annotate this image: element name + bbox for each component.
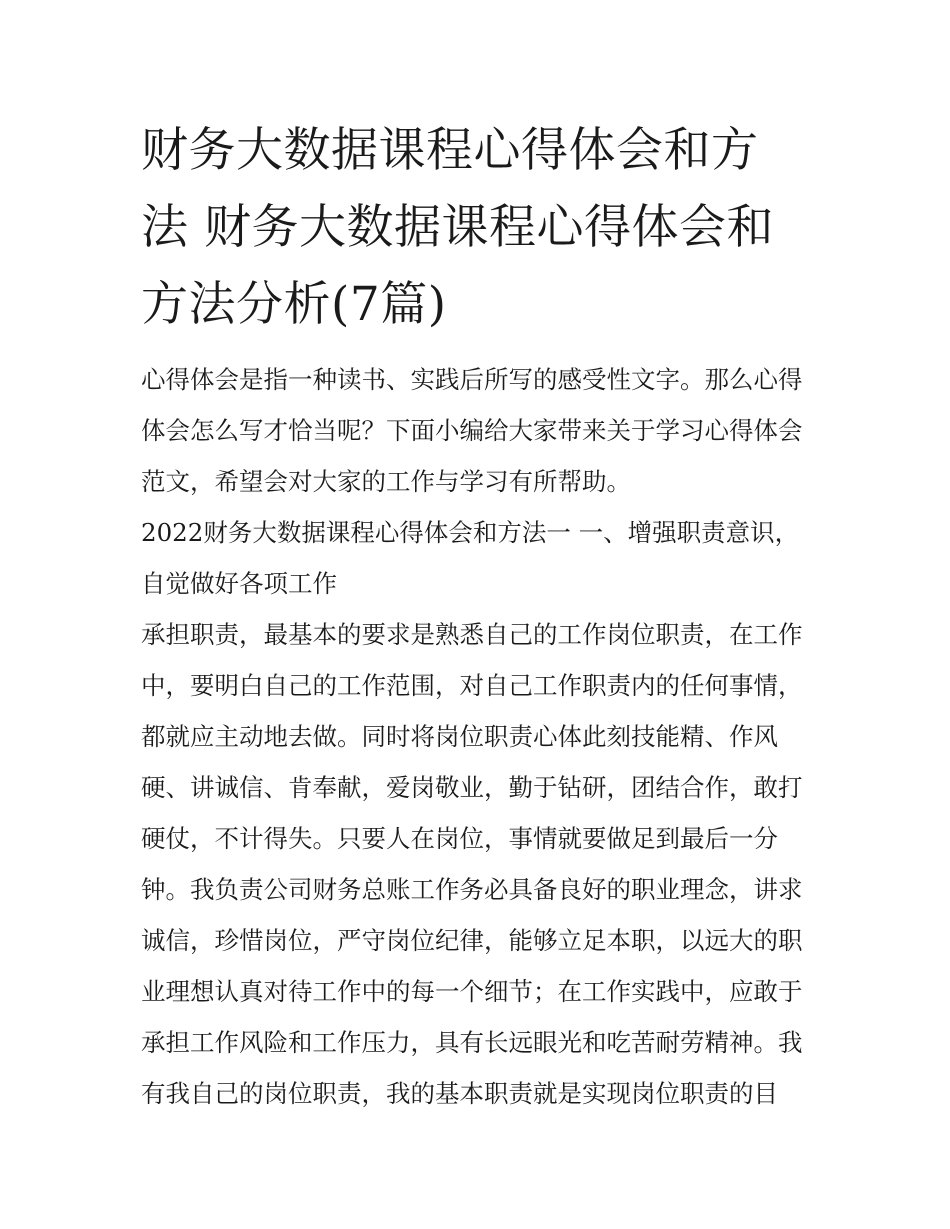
text-line: 承担职责，最基本的要求是熟悉自己的工作岗位职责，在工作 xyxy=(141,620,803,649)
title-line: 法 财务大数据课程心得体会和 xyxy=(141,200,774,255)
section-heading xyxy=(141,507,821,609)
text-line: 承担工作风险和工作压力，具有长远眼光和吃苦耐劳精神。我 xyxy=(141,1028,803,1057)
text-line: 体会怎么写才恰当呢？下面小编给大家带来关于学习心得体会 xyxy=(141,416,803,445)
text-line: 自觉做好各项工作 xyxy=(141,569,337,598)
text-line: 都就应主动地去做。同时将岗位职责心体此刻技能精、作风 xyxy=(141,722,778,751)
document-title xyxy=(141,112,821,343)
text-line: 有我自己的岗位职责，我的基本职责就是实现岗位职责的目 xyxy=(141,1079,778,1108)
intro-paragraph xyxy=(141,354,821,507)
text-line: 硬仗，不计得失。只要人在岗位，事情就要做足到最后一分 xyxy=(141,824,778,853)
text-line: 范文，希望会对大家的工作与学习有所帮助。 xyxy=(141,467,631,496)
text-line: 钟。我负责公司财务总账工作务必具备良好的职业理念，讲求 xyxy=(141,875,803,904)
text-line: 业理想认真对待工作中的每一个细节；在工作实践中，应敢于 xyxy=(141,977,803,1006)
text-line: 诚信，珍惜岗位，严守岗位纪律，能够立足本职，以远大的职 xyxy=(141,926,803,955)
title-line: 方法分析(7篇) xyxy=(141,277,447,332)
title-line: 财务大数据课程心得体会和方 xyxy=(141,123,759,178)
text-line: 中，要明白自己的工作范围，对自己工作职责内的任何事情， xyxy=(141,671,803,700)
text-line: 2022财务大数据课程心得体会和方法一 一、增强职责意识， xyxy=(141,518,800,547)
text-line: 硬、讲诚信、肯奉献，爱岗敬业，勤于钻研，团结合作，敢打 xyxy=(141,773,803,802)
document-body xyxy=(141,354,821,1119)
body-paragraph xyxy=(141,609,821,1119)
text-line: 心得体会是指一种读书、实践后所写的感受性文字。那么心得 xyxy=(141,365,803,394)
